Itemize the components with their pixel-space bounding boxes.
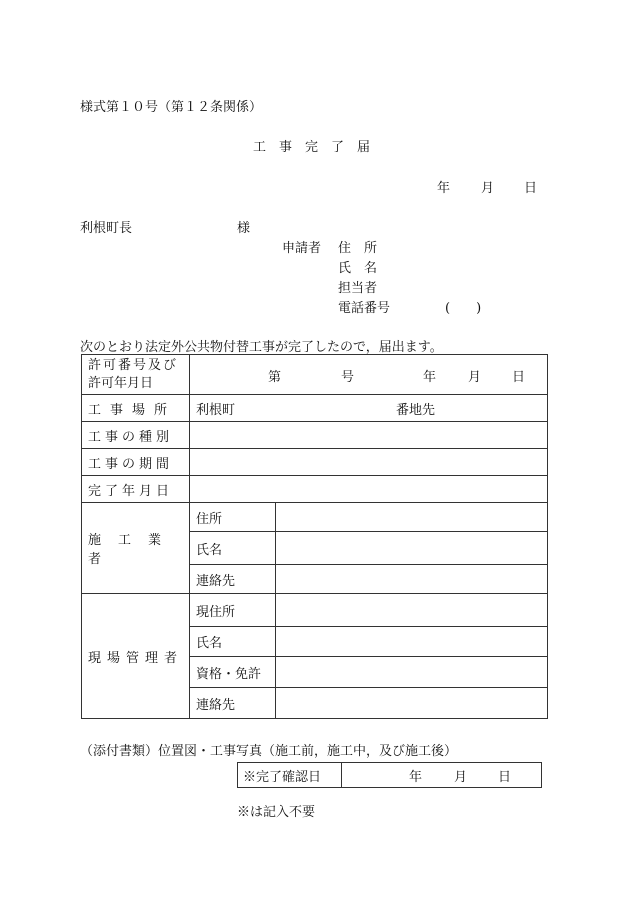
manager-contact-value [276,688,548,719]
manager-label: 現場管理者 [82,594,190,719]
permit-day: 日 [512,369,526,385]
manager-contact-label: 連絡先 [190,688,276,719]
contractor-name-value [276,532,548,565]
applicant-label: 申請者 [282,241,322,256]
applicant-address-label: 住 所 [338,241,378,256]
permit-label [82,355,190,395]
permit-year: 年 [423,369,437,385]
permit-month: 月 [468,369,482,385]
permit-value [190,355,548,395]
form-number: 様式第１０号（第１２条関係） [80,100,263,115]
manager-name-value [276,627,548,657]
contractor-label: 施工業者 [82,503,190,594]
manager-license-value [276,657,548,688]
attachments-text: （添付書類）位置図・工事写真（施工前，施工中，及び施工後） [80,744,458,759]
applicant-contact-person-label: 担当者 [338,281,378,296]
manager-address-row [82,594,548,627]
date-month: 月 [481,181,495,196]
site-label: 工事場所 [82,395,190,422]
permit-label-line-2: 許可年月日 [88,375,154,391]
confirm-month: 月 [454,770,468,785]
confirm-day: 日 [498,770,512,785]
contractor-name-label: 氏名 [190,532,276,565]
completion-value [190,476,548,503]
confirmation-row [238,763,542,788]
confirm-year: 年 [409,770,423,785]
type-value [190,422,548,449]
confirmation-date [342,763,542,788]
site-value [190,395,548,422]
site-lot: 番地先 [396,403,436,418]
manager-license-label: 資格・免許 [190,657,276,688]
applicant-name-label: 氏 名 [338,261,378,276]
contractor-contact-value [276,565,548,594]
contractor-address-row [82,503,548,532]
type-row [82,422,548,449]
confirmation-label: ※完了確認日 [238,763,342,788]
confirmation-table [237,762,542,788]
completion-table [81,354,548,719]
manager-name-label: 氏名 [190,627,276,657]
applicant-phone-parens: ( ) [445,301,482,316]
permit-label-line-1: 許可番号及び [88,357,179,373]
contractor-address-value [276,503,548,532]
permit-dai: 第 [268,369,282,385]
contractor-address-label: 住所 [190,503,276,532]
manager-address-label: 現住所 [190,594,276,627]
permit-row [82,355,548,395]
permit-go: 号 [341,369,355,385]
recipient-name: 利根町長 [80,221,133,236]
recipient-honorific: 様 [237,221,251,236]
type-label: 工事の種別 [82,422,190,449]
intro-text: 次のとおり法定外公共物付替工事が完了したので，届出ます。 [80,340,443,355]
footnote: ※は記入不要 [237,805,316,820]
site-row [82,395,548,422]
completion-label: 完了年月日 [82,476,190,503]
date-day: 日 [524,181,538,196]
period-label: 工事の期間 [82,449,190,476]
applicant-phone-label: 電話番号 [338,301,391,316]
period-row [82,449,548,476]
manager-address-value [276,594,548,627]
completion-row [82,476,548,503]
contractor-contact-label: 連絡先 [190,565,276,594]
period-value [190,449,548,476]
date-year: 年 [437,181,451,196]
site-town: 利根町 [196,403,236,418]
page-title: 工事完了届 [253,140,384,155]
